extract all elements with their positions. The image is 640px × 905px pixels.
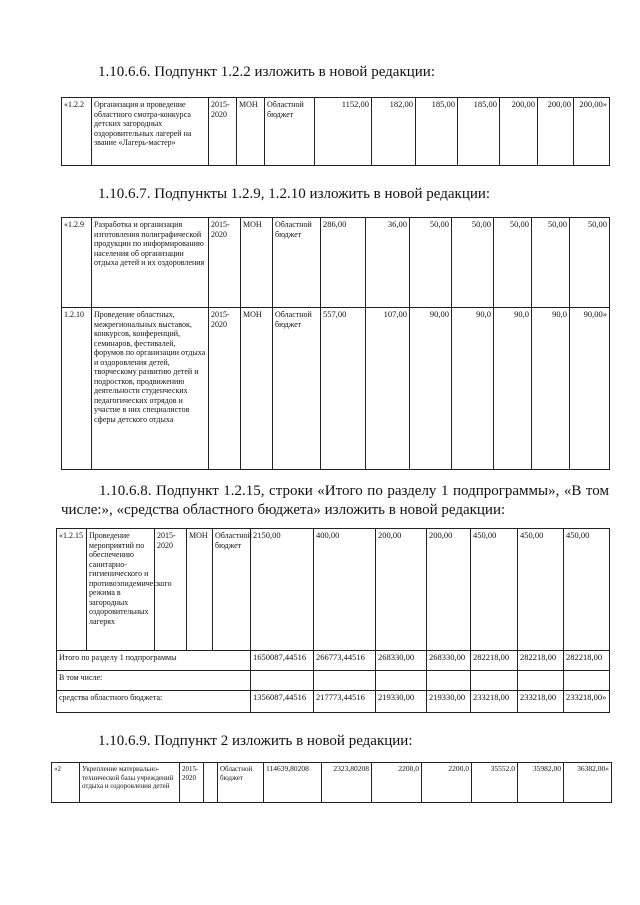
cell-2018: 200,00 xyxy=(500,98,538,166)
cell-2018: 35552,0 xyxy=(472,763,518,803)
table-1.2.2 xyxy=(61,97,610,166)
cell-2015: 36,00 xyxy=(366,218,410,308)
total-2018: 282218,00 xyxy=(471,651,518,671)
cell-2020: 200,00» xyxy=(574,98,610,166)
budget-2019: 233218,00 xyxy=(518,691,564,713)
cell-total: 557,00 xyxy=(321,308,366,470)
cell-total: 2150,00 xyxy=(251,529,314,651)
cell-code: «1.2.2 xyxy=(62,98,92,166)
heading-1.10.6.9: 1.10.6.9. Подпункт 2 изложить в новой редакции: xyxy=(98,733,413,749)
cell-2020: 50,00 xyxy=(570,218,610,308)
cell-2016: 2200,0 xyxy=(372,763,422,803)
cell-executor: МОН xyxy=(241,218,273,308)
heading-1.10.6.8: 1.10.6.8. Подпункт 1.2.15, строки «Итого по разделу 1 подпрограммы», «В том числе:», «средства областного бюджета» изложить в новой редакции: xyxy=(61,483,609,518)
cell-code: «1.2.15 xyxy=(57,529,87,651)
cell-executor: МОН xyxy=(187,529,213,651)
total-2017: 268330,00 xyxy=(427,651,471,671)
cell-code: 1.2.10 xyxy=(62,308,92,470)
table-2 xyxy=(51,762,612,803)
cell-2015: 107,00 xyxy=(366,308,410,470)
cell-2019: 90,0 xyxy=(532,308,570,470)
cell-source: Областной бюджет xyxy=(273,308,321,470)
cell-description: Укрепление материально-технической базы учреждений отдыха и оздоровления детей xyxy=(80,763,180,803)
cell-2015: 182,00 xyxy=(372,98,416,166)
cell-2016: 185,00 xyxy=(416,98,458,166)
cell-2017: 90,0 xyxy=(452,308,494,470)
total-2015: 266773,44516 xyxy=(314,651,376,671)
total-sum: 1650087,44516 xyxy=(251,651,314,671)
cell-2016: 90,00 xyxy=(410,308,452,470)
budget-2017: 219330,00 xyxy=(427,691,471,713)
cell-2020: 90,00» xyxy=(570,308,610,470)
cell-2016: 200,00 xyxy=(376,529,427,651)
cell-2017: 200,00 xyxy=(427,529,471,651)
total-2019: 282218,00 xyxy=(518,651,564,671)
table-1.2.9-1.2.10 xyxy=(61,217,610,470)
cell-period: 2015-2020 xyxy=(209,308,241,470)
incl-label: В том числе: xyxy=(57,671,251,691)
total-2020: 282218,00 xyxy=(564,651,610,671)
cell-2019: 450,00 xyxy=(518,529,564,651)
budget-2016: 219330,00 xyxy=(376,691,427,713)
cell-source: Областной бюджет xyxy=(218,763,264,803)
cell-period: 2015-2020 xyxy=(209,98,237,166)
cell-description: Организация и проведение областного смотра-конкурса детских загородных оздоровительных лагерей на звание «Лагерь-мастер» xyxy=(92,98,209,166)
cell-source: Областной бюджет xyxy=(213,529,251,651)
cell-2020: 450,00 xyxy=(564,529,610,651)
cell-executor xyxy=(204,763,218,803)
cell-2019: 50,00 xyxy=(532,218,570,308)
budget-label: средства областного бюджета: xyxy=(57,691,251,713)
budget-2020: 233218,00» xyxy=(564,691,610,713)
total-2016: 268330,00 xyxy=(376,651,427,671)
cell-2017: 50,00 xyxy=(452,218,494,308)
cell-source: Областной бюджет xyxy=(273,218,321,308)
cell-2018: 450,00 xyxy=(471,529,518,651)
cell-period: 2015-2020 xyxy=(180,763,204,803)
cell-2016: 50,00 xyxy=(410,218,452,308)
cell-2018: 90,0 xyxy=(494,308,532,470)
cell-executor: МОН xyxy=(237,98,265,166)
cell-total: 286,00 xyxy=(321,218,366,308)
cell-period: 2015-2020 xyxy=(155,529,187,651)
cell-2020: 36382,00» xyxy=(564,763,612,803)
heading-1.10.6.6: 1.10.6.6. Подпункт 1.2.2 изложить в новой редакции: xyxy=(98,64,435,80)
budget-2015: 217773,44516 xyxy=(314,691,376,713)
cell-total: 114639,80208 xyxy=(264,763,322,803)
cell-period: 2015-2020 xyxy=(209,218,241,308)
total-label: Итого по разделу 1 подпрограммы xyxy=(57,651,251,671)
cell-description: Проведение областных, межрегиональных выставок, конкурсов, конференций, семинаров, фестивалей, форумов по организации отдыха и оздоровления детей, творческому развитию детей и подростков, продвижению деятельности студенческих педагогических отрядов и участие в них специалистов сферы детского отдыха xyxy=(92,308,209,470)
cell-2015: 2323,80208 xyxy=(322,763,372,803)
cell-2019: 200,00 xyxy=(538,98,574,166)
cell-description: Разработка и организация изготовления полиграфической продукции по информированию населения об организации отдыха детей и их оздоровления xyxy=(92,218,209,308)
budget-sum: 1356087,44516 xyxy=(251,691,314,713)
cell-code: «2 xyxy=(52,763,80,803)
heading-1.10.6.7: 1.10.6.7. Подпункты 1.2.9, 1.2.10 изложить в новой редакции: xyxy=(98,186,491,202)
budget-2018: 233218,00 xyxy=(471,691,518,713)
cell-2015: 400,00 xyxy=(314,529,376,651)
cell-2017: 2200,0 xyxy=(422,763,472,803)
cell-source: Областной бюджет xyxy=(265,98,315,166)
cell-2019: 35982,00 xyxy=(518,763,564,803)
cell-2017: 185,00 xyxy=(458,98,500,166)
cell-code: «1.2.9 xyxy=(62,218,92,308)
cell-executor: МОН xyxy=(241,308,273,470)
table-1.2.15 xyxy=(56,528,610,713)
cell-description: Проведение мероприятий по обеспечению санитарно-гигиенического и противоэпидемического режима в загородных оздоровительных лагерях xyxy=(87,529,155,651)
cell-total: 1152,00 xyxy=(315,98,372,166)
cell-2018: 50,00 xyxy=(494,218,532,308)
